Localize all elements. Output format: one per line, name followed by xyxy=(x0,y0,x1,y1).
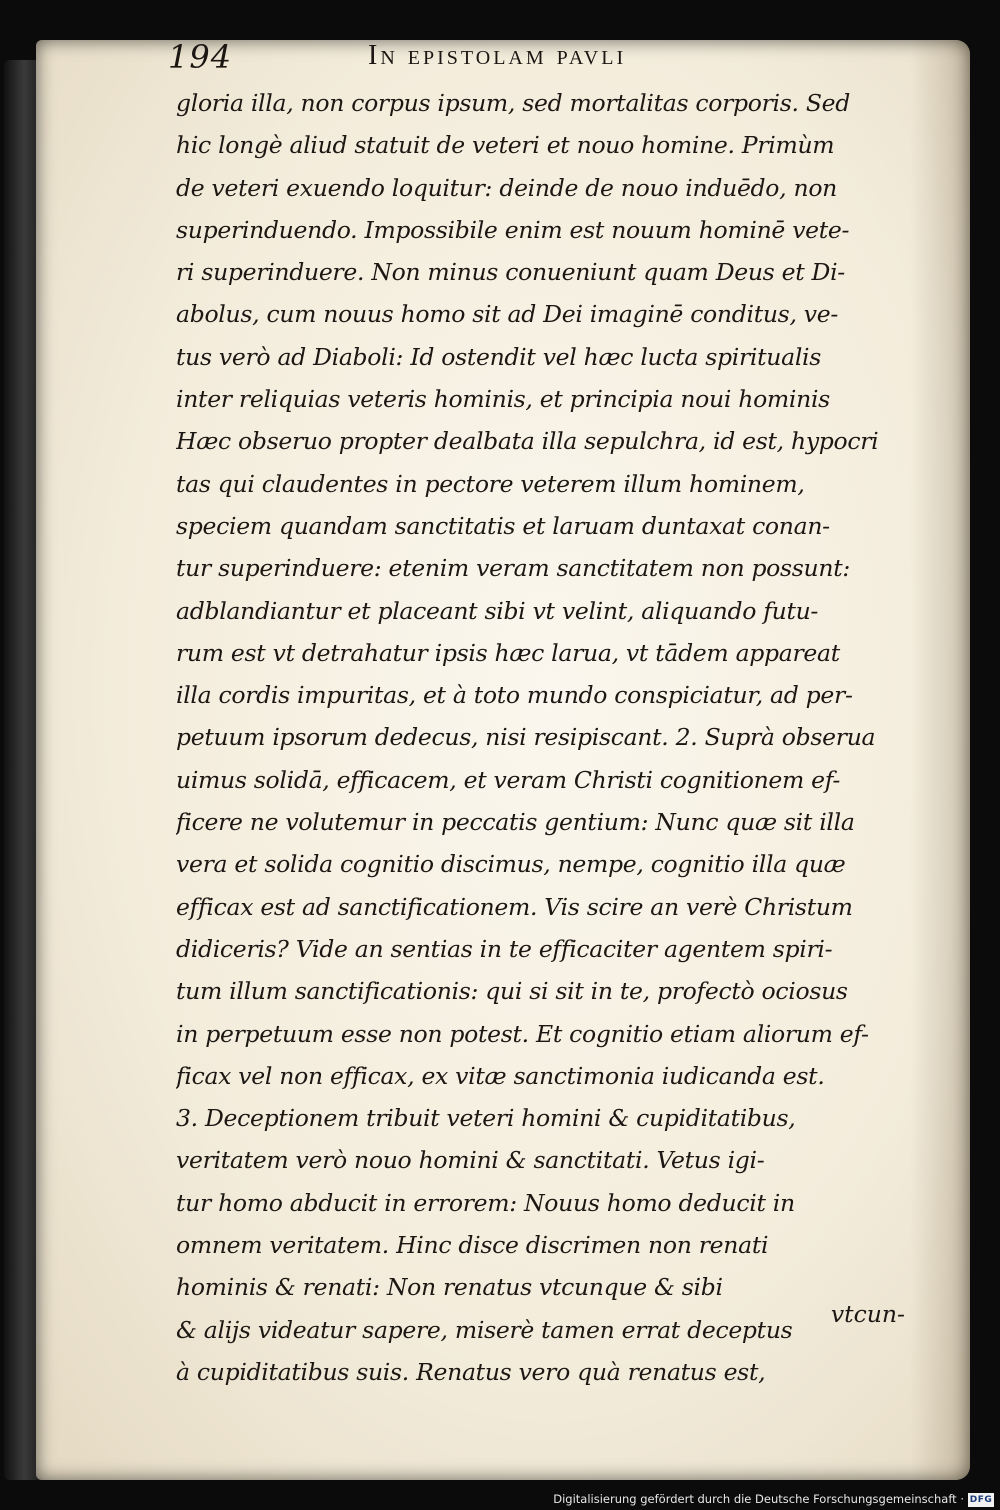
text-line: rum est vt detrahatur ipsis hæc larua, vt tādem appareat xyxy=(176,638,840,667)
text-line: in perpetuum esse non potest. Et cognitio etiam aliorum ef- xyxy=(176,1019,869,1048)
text-line: abolus, cum nouus homo sit ad Dei imaginē conditus, ve- xyxy=(176,300,839,329)
text-line: speciem quandam sanctitatis et laruam duntaxat conan- xyxy=(176,511,830,540)
text-line: de veteri exuendo loquitur: deinde de nouo induēdo, non xyxy=(176,173,837,202)
text-line: ri superinduere. Non minus conueniunt quam Deus et Di- xyxy=(176,258,845,287)
text-line: adblandiantur et placeant sibi vt velint, aliquando futu- xyxy=(176,596,819,625)
running-head: In epistolam pavli xyxy=(368,40,627,71)
text-line: efficax est ad sanctificationem. Vis scire an verè Christum xyxy=(176,892,853,921)
text-line: 3. Deceptionem tribuit veteri homini & cupiditatibus, xyxy=(176,1104,796,1133)
footer-credit: Digitalisierung gefördert durch die Deutsche Forschungsgemeinschaft · xyxy=(553,1492,964,1506)
text-line: vera et solida cognitio discimus, nempe, cognitio illa quæ xyxy=(176,850,846,879)
text-line: à cupiditatibus suis. Renatus vero quà renatus est, xyxy=(176,1357,766,1386)
page-number: 194 xyxy=(168,38,233,76)
body-text xyxy=(176,82,906,1393)
text-line: tum illum sanctificationis: qui si sit in te, profectò ociosus xyxy=(176,977,848,1006)
text-line: Hæc obseruo propter dealbata illa sepulchra, id est, hypocri xyxy=(176,427,879,456)
text-line: tur homo abducit in errorem: Nouus homo deducit in xyxy=(176,1188,795,1217)
page-gutter-shadow xyxy=(910,40,970,1480)
text-line: inter reliquias veteris hominis, et principia noui hominis xyxy=(176,385,830,414)
text-line: omnem veritatem. Hinc disce discrimen non renati xyxy=(176,1231,769,1260)
text-line: illa cordis impuritas, et à toto mundo conspiciatur, ad per- xyxy=(176,681,853,710)
footer-bar xyxy=(0,1488,1000,1510)
page-header xyxy=(168,38,868,88)
text-line: didiceris? Vide an sentias in te efficaciter agentem spiri- xyxy=(176,934,833,963)
catchword: vtcun- xyxy=(830,1300,905,1328)
text-line: hic longè aliud statuit de veteri et nouo homine. Primùm xyxy=(176,131,835,160)
text-line: tas qui claudentes in pectore veterem illum hominem, xyxy=(176,469,805,498)
text-line: uimus solidā, efficacem, et veram Christi cognitionem ef- xyxy=(176,765,840,794)
faint-show-through xyxy=(230,1296,650,1322)
text-line: petuum ipsorum dedecus, nisi resipiscant. 2. Suprà obserua xyxy=(176,723,876,752)
text-line: superinduendo. Impossibile enim est nouum hominē vete- xyxy=(176,215,850,244)
text-line: gloria illa, non corpus ipsum, sed mortalitas corporis. Sed xyxy=(176,89,851,117)
text-line: veritatem verò nouo homini & sanctitati. Vetus igi- xyxy=(176,1146,765,1175)
text-line: tur superinduere: etenim veram sanctitatem non possunt: xyxy=(176,554,850,583)
text-line: & alijs videatur sapere, miserè tamen errat deceptus xyxy=(176,1315,793,1344)
text-line: tus verò ad Diaboli: Id ostendit vel hæc lucta spiritualis xyxy=(176,342,822,371)
text-line: ficax vel non efficax, ex vitæ sanctimonia iudicanda est. xyxy=(176,1061,825,1090)
dfg-logo: DFG xyxy=(969,1495,993,1505)
text-line: ficere ne volutemur in peccatis gentium: Nunc quæ sit illa xyxy=(176,808,855,837)
text-line: hominis & renati: Non renatus vtcunque & sibi xyxy=(176,1273,723,1302)
